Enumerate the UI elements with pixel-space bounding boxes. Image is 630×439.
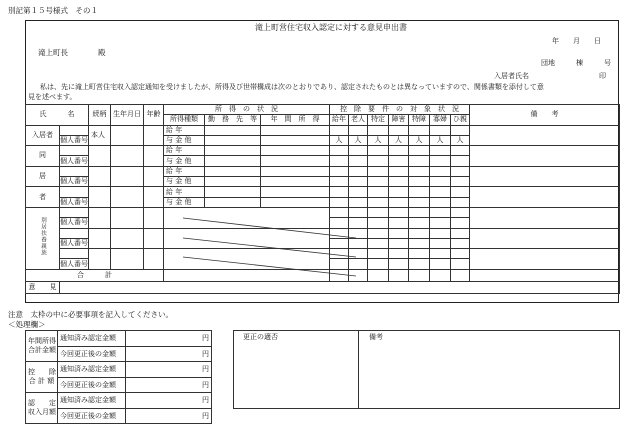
cohabit-char-2: 居 — [26, 166, 60, 187]
resident-relation: 本人 — [89, 125, 111, 146]
unit-person: 人 — [330, 135, 349, 145]
unit-person: 人 — [409, 135, 430, 145]
personal-number-label: 個人番号 — [60, 218, 88, 227]
income-type-line2: 与 金 他 — [164, 156, 205, 166]
applicant-name[interactable]: 入居者氏名 — [494, 72, 529, 80]
housing-line[interactable]: 団地 棟 号 — [541, 59, 611, 67]
income-type-line1: 給 年 — [164, 166, 205, 176]
header-remarks: 備 考 — [470, 105, 620, 126]
proc-yen[interactable]: 円 — [126, 408, 212, 424]
unit-person: 人 — [430, 135, 451, 145]
unit-person: 人 — [389, 135, 409, 145]
header-deduction: 控 除 要 件 の 対 象 状 況 — [330, 105, 470, 115]
proc-row-notified: 通知済み認定金額 — [58, 362, 126, 378]
income-type-line1: 給 年 — [164, 187, 205, 197]
addressee: 滝上町長 殿 — [38, 48, 106, 57]
header-age: 年齢 — [144, 105, 164, 126]
header-ded-kafu: 寡婦 — [430, 115, 451, 125]
header-income-status: 所 得 の 状 況 — [164, 105, 330, 115]
cohabit-char-1: 同 — [26, 146, 60, 167]
proc-yen[interactable]: 円 — [126, 331, 212, 347]
personal-number-label: 個人番号 — [60, 136, 88, 145]
header-birth: 生年月日 — [111, 105, 144, 126]
proc-yen[interactable]: 円 — [126, 362, 212, 378]
proc-row-notified: 通知済み認定金額 — [58, 393, 126, 409]
form-title: 滝上町営住宅収入認定に対する意見申出書 — [255, 23, 407, 32]
header-annual-income: 年 間 所 得 — [261, 115, 330, 125]
personal-number-label: 個人番号 — [60, 197, 88, 206]
seal-mark: 印 — [599, 72, 606, 80]
unit-person: 人 — [451, 135, 470, 145]
proc-row-notified: 通知済み認定金額 — [58, 331, 126, 347]
proc-group-income: 年間所得 合計金額 — [26, 331, 58, 362]
proc-remarks-label: 備考 — [369, 333, 383, 341]
statement-line-1: 私は、先に滝上町営住宅収入認定通知を受けましたが、所得及び世帯構成は次のとおりであり、認定されたものとは異なっていますので、関係書類を添付して意 — [40, 83, 544, 91]
header-ded-tokusho: 特障 — [409, 115, 430, 125]
separate-dependents-label: 別居扶養親族 — [26, 207, 60, 269]
personal-number-label: 個人番号 — [60, 177, 88, 186]
income-type-line2: 与 金 他 — [164, 197, 205, 207]
header-ded-hioya: ひ親 — [451, 115, 470, 125]
statement-line-2: 見を述べます。 — [28, 93, 77, 101]
opinion-label: 意 見 — [26, 281, 60, 293]
income-type-line1: 給 年 — [164, 146, 205, 156]
header-workplace: 勤 務 先 等 — [205, 115, 261, 125]
processing-table — [25, 330, 212, 424]
proc-row-corrected: 今回更正後の金額 — [58, 377, 126, 393]
header-name: 氏 名 — [26, 105, 89, 126]
proc-row-corrected: 今回更正後の金額 — [58, 346, 126, 362]
income-type-line1: 給 年 — [164, 125, 205, 135]
processing-correction-box — [233, 330, 620, 409]
income-type-line2: 与 金 他 — [164, 177, 205, 187]
header-income-type: 所得種類 — [164, 115, 205, 125]
header-ded-shogai: 障害 — [389, 115, 409, 125]
note: 注意 太枠の中に必要事項を記入してください。 — [8, 310, 173, 319]
personal-number-label: 個人番号 — [60, 239, 88, 247]
proc-group-deduction: 控 除 合 計 額 — [26, 362, 58, 393]
cohabit-char-3: 者 — [26, 187, 60, 208]
date-line[interactable]: 年 月 日 — [552, 37, 601, 45]
header-ded-kyunen: 給年 — [330, 115, 349, 125]
form-id: 別記第１５号様式 その１ — [8, 6, 98, 15]
header-ded-tokutei: 特定 — [368, 115, 389, 125]
proc-row-corrected: 今回更正後の金額 — [58, 408, 126, 424]
correction-label: 更正の適否 — [243, 333, 278, 341]
processing-label: ＜処理欄＞ — [8, 320, 46, 329]
proc-yen[interactable]: 円 — [126, 346, 212, 362]
personal-number-label: 個人番号 — [60, 259, 88, 268]
total-label: 合 計 — [26, 269, 164, 281]
unit-person: 人 — [368, 135, 389, 145]
header-ded-rojin: 老人 — [349, 115, 368, 125]
proc-yen[interactable]: 円 — [126, 377, 212, 393]
header-relation: 続柄 — [89, 105, 111, 126]
proc-yen[interactable]: 円 — [126, 393, 212, 409]
resident-label: 入居者 — [26, 125, 60, 146]
unit-person: 人 — [349, 135, 368, 145]
personal-number-label: 個人番号 — [60, 156, 88, 165]
proc-group-monthly: 認 定 収入月額 — [26, 393, 58, 424]
income-type-line2: 与 金 他 — [164, 135, 205, 145]
